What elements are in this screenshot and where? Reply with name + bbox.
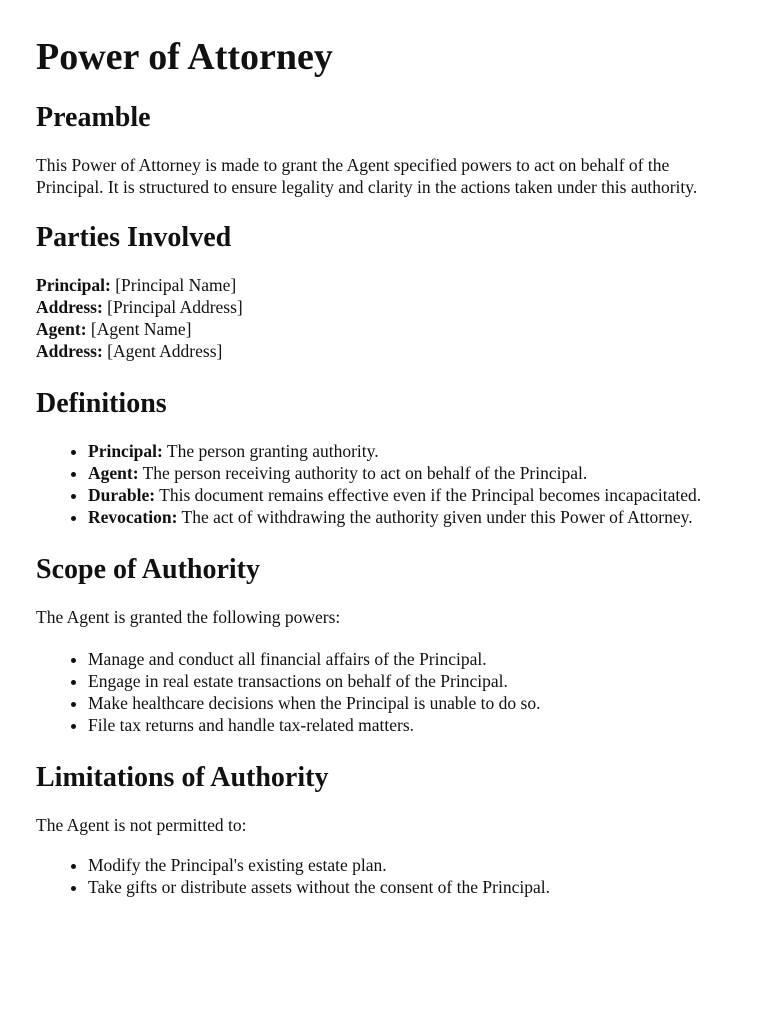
list-item: • Modify the Principal's existing estate plan. xyxy=(88,854,734,876)
party-row xyxy=(36,296,734,318)
scope-section xyxy=(36,554,734,736)
list-item: • Engage in real estate transactions on behalf of the Principal. xyxy=(88,670,734,692)
limitations-intro: The Agent is not permitted to: xyxy=(36,815,247,835)
definition-text: This document remains effective even if the Principal becomes incapacitated. xyxy=(159,485,702,505)
party-value: [Agent Name] xyxy=(90,319,192,339)
preamble-heading: Preamble xyxy=(36,102,151,133)
list-item: • Take gifts or distribute assets without the consent of the Principal. xyxy=(88,876,734,898)
parties-list xyxy=(36,274,734,362)
scope-intro: The Agent is granted the following powers: xyxy=(36,607,341,627)
party-label: Address: xyxy=(36,341,103,361)
list-item: • Manage and conduct all financial affairs of the Principal. xyxy=(88,648,734,670)
party-value: [Principal Address] xyxy=(107,297,243,317)
list-item: • Make healthcare decisions when the Principal is unable to do so. xyxy=(88,692,734,714)
definition-term: Durable: xyxy=(88,485,156,505)
party-value: [Principal Name] xyxy=(115,275,237,295)
document-title: Power of Attorney xyxy=(36,36,333,78)
party-label: Agent: xyxy=(36,319,87,339)
scope-heading: Scope of Authority xyxy=(36,554,260,585)
definitions-heading: Definitions xyxy=(36,388,167,419)
definitions-list xyxy=(36,440,734,528)
definition-term: Agent: xyxy=(88,463,139,483)
definitions-section xyxy=(36,388,734,528)
limitations-heading: Limitations of Authority xyxy=(36,762,329,793)
preamble-section xyxy=(36,102,734,198)
limitations-list xyxy=(36,854,734,898)
definition-text: The person receiving authority to act on behalf of the Principal. xyxy=(142,463,588,483)
list-item xyxy=(88,506,734,528)
definition-term: Principal: xyxy=(88,441,163,461)
preamble-text: This Power of Attorney is made to grant the Agent specified powers to act on behalf of the Principal. It is structured to ensure legality and clarity in the actions taken under this authority. xyxy=(36,155,698,197)
party-row xyxy=(36,274,734,296)
list-item: • File tax returns and handle tax-related matters. xyxy=(88,714,734,736)
party-label: Principal: xyxy=(36,275,111,295)
parties-section xyxy=(36,222,734,362)
list-item xyxy=(88,440,734,462)
party-value: [Agent Address] xyxy=(107,341,223,361)
list-item xyxy=(88,484,734,506)
list-item xyxy=(88,462,734,484)
party-label: Address: xyxy=(36,297,103,317)
party-row xyxy=(36,340,734,362)
party-row xyxy=(36,318,734,340)
limitations-section xyxy=(36,762,734,898)
definition-text: The person granting authority. xyxy=(166,441,379,461)
definition-text: The act of withdrawing the authority given under this Power of Attorney. xyxy=(181,507,693,527)
scope-list xyxy=(36,648,734,736)
definition-term: Revocation: xyxy=(88,507,178,527)
parties-heading: Parties Involved xyxy=(36,222,232,253)
